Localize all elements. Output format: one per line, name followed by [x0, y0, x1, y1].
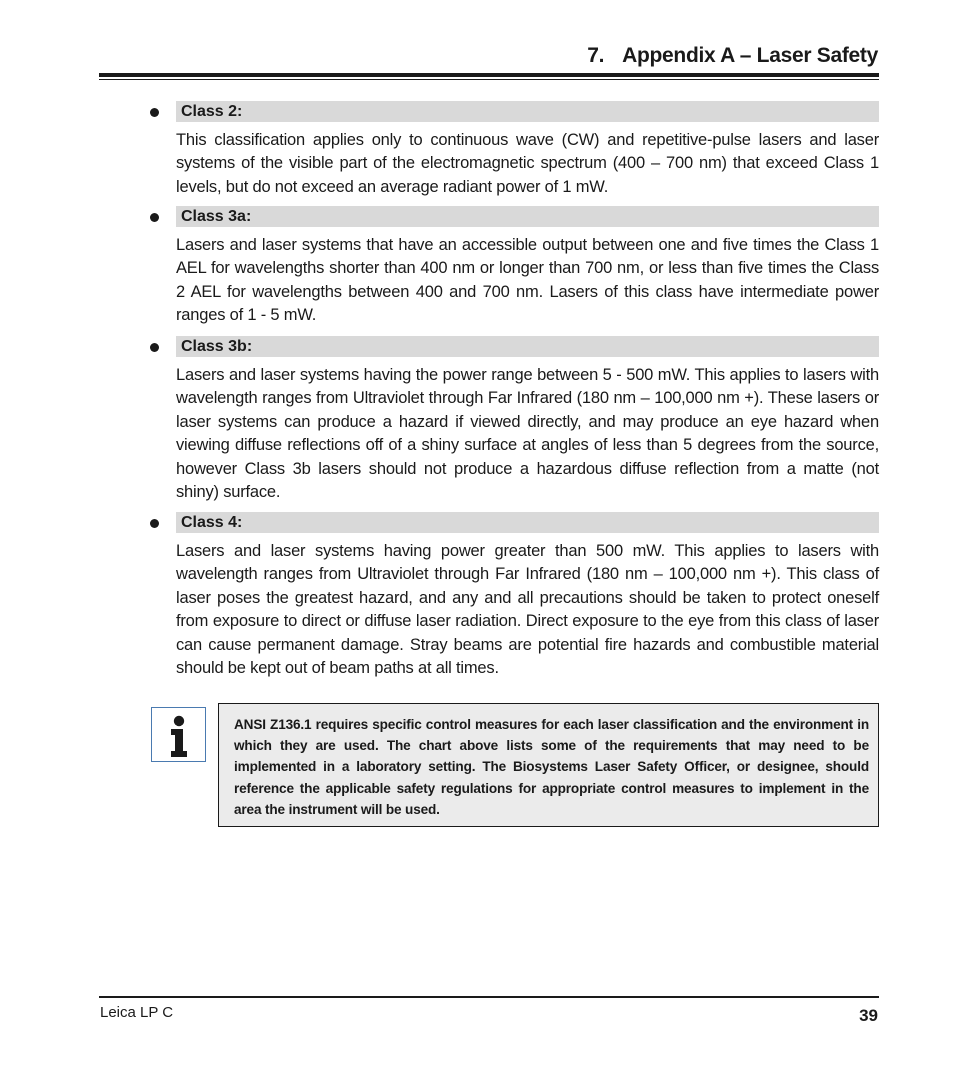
info-note-box: [218, 703, 879, 827]
class-description: Lasers and laser systems having power greater than 500 mW. This applies to lasers with wavelength ranges from Ultraviolet through Far Infrared (180 nm – 100,000 nm +). This class of laser poses the greatest hazard, and any and all precautions should be taken to protect oneself from exposure to direct or diffuse laser radiation. Direct exposure to the eye from this class of laser can cause permanent damage. Stray beams are potential fire hazards and combustible material should be kept out of beam paths at all times.: [176, 542, 879, 678]
class-heading-bar: [176, 336, 879, 357]
class-description: This classification applies only to continuous wave (CW) and repetitive-pulse lasers and laser systems of the visible part of the electromagnetic spectrum (400 – 700 nm) that exceed Class 1 levels, but do not exceed an average radiant power of 1 mW.: [176, 131, 879, 196]
class-description: Lasers and laser systems that have an accessible output between one and five times the Class 1 AEL for wavelengths shorter than 400 nm or longer than 700 nm, or less than five times the Class 2 AEL for wavelengths between 400 and 700 nm. Lasers of this class have intermediate power ranges of 1 - 5 mW.: [176, 236, 879, 325]
class-heading: Class 2:: [181, 103, 243, 120]
info-glyph: [152, 708, 205, 761]
class-heading: Class 4:: [181, 514, 243, 531]
header-rule-thin: [99, 79, 879, 80]
footer-product-name: Leica LP C: [100, 1004, 174, 1021]
class-heading-bar: [176, 512, 879, 533]
chapter-number: 7.: [587, 44, 605, 67]
header-rule-thick: [99, 73, 879, 77]
bullet-icon: [150, 108, 159, 117]
bullet-icon: [150, 343, 159, 352]
bullet-icon: [150, 213, 159, 222]
chapter-title: Appendix A – Laser Safety: [622, 44, 878, 67]
footer-rule: [99, 996, 879, 998]
class-description: Lasers and laser systems having the power range between 5 - 500 mW. This applies to lasers with wavelength ranges from Ultraviolet through Far Infrared (180 nm – 100,000 nm +). These lasers or laser systems can produce a hazard if viewed directly, and may produce an eye hazard when viewing diffuse reflections off of a shiny surface at angles of less than 5 degrees from the source, however Class 3b lasers should not produce a hazardous diffuse reflection from a matte (not shiny) surface.: [176, 366, 879, 502]
bullet-icon: [150, 519, 159, 528]
class-heading-bar: [176, 206, 879, 227]
page-header-title: [587, 44, 878, 68]
class-heading: Class 3a:: [181, 208, 252, 225]
info-note-text: ANSI Z136.1 requires specific control measures for each laser classification and the environment in which they are used. The chart above lists some of the requirements that may need to be implemented in a laboratory setting. The Biosystems Laser Safety Officer, or designee, should reference the applicable safety regulations for appropriate control measures to implement in the area the instrument will be used.: [234, 717, 869, 817]
class-heading: Class 3b:: [181, 338, 253, 355]
class-heading-bar: [176, 101, 879, 122]
info-icon: [151, 707, 206, 762]
page-number: 39: [859, 1006, 878, 1025]
